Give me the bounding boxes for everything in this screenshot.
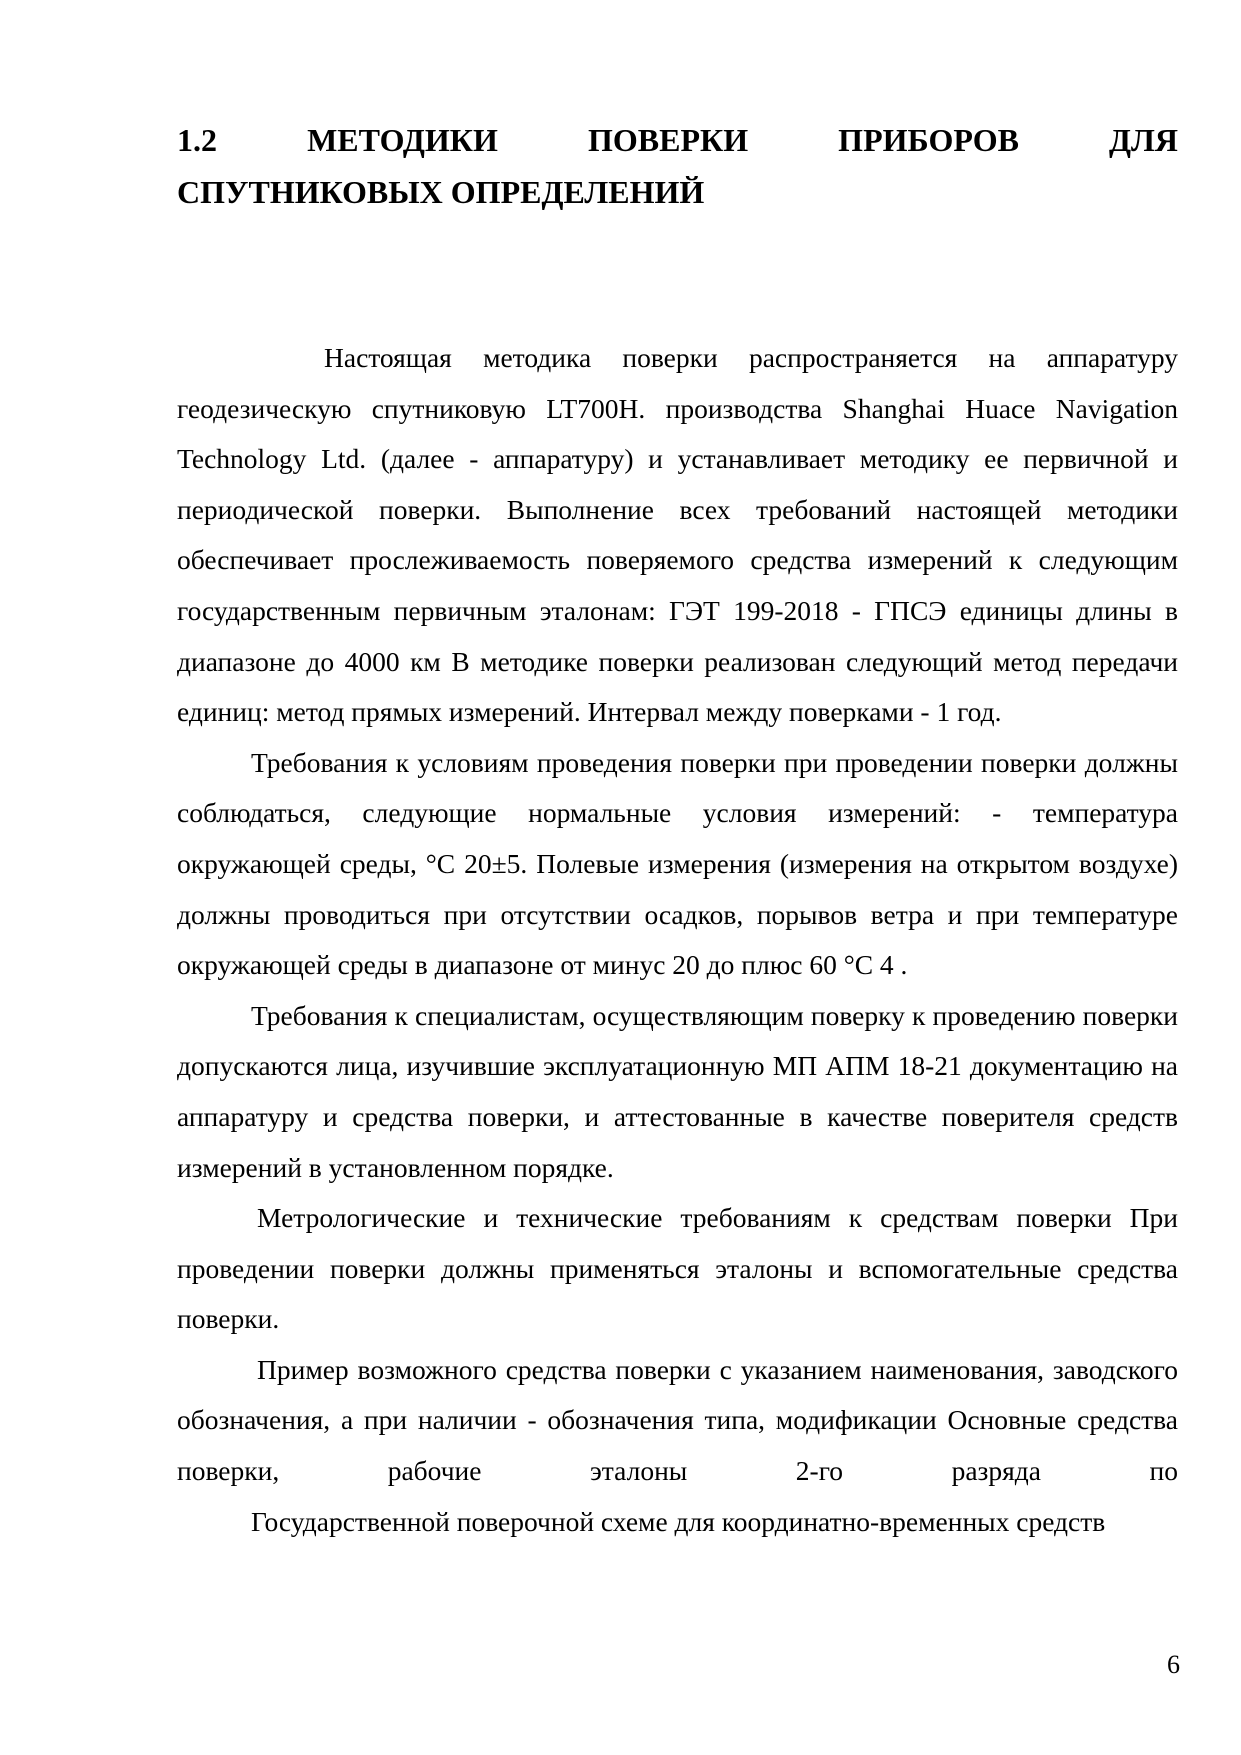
page-number: 6 — [1167, 1650, 1180, 1679]
paragraph-metrological-requirements: Метрологические и технические требованиям к средствам поверки При проведении поверки должны применяться эталоны и вспомогательные средства поверки. — [177, 1202, 1178, 1335]
paragraph-example-means: Пример возможного средства поверки с указанием наименования, заводского обозначения, а при наличии - обозначения типа, модификации Основные средства поверки, рабочие эталоны 2-го разряда по — [177, 1353, 1178, 1487]
paragraph-state-scheme: Государственной поверочной схеме для координатно-временных средств — [251, 1505, 1106, 1537]
paragraph-scope: Настоящая методика поверки распространяется на аппаратуру геодезическую спутниковую LT700H. производства Shanghai Huace Navigation Technology Ltd. (далее - аппаратуру) и устанавливает методику ее первичной и периодической поверки. Выполнение всех требований настоящей методики обеспечивает прослеживаемость поверяемого средства измерений к следующим государственным первичным эталонам: ГЭТ 199-2018 - ГПСЭ единицы длины в диапазоне до 4000 км В методике поверки реализован следующий метод передачи единиц: метод прямых измерений. Интервал между поверками - 1 год. — [177, 342, 1178, 728]
document-body — [177, 333, 1178, 1547]
section-heading-line-1: 1.2 МЕТОДИКИ ПОВЕРКИ ПРИБОРОВ ДЛЯ — [177, 122, 1178, 158]
paragraph-conditions: Требования к условиям проведения поверки при проведении поверки должны соблюдаться, следующие нормальные условия измерений: - температура окружающей среды, °С 20±5. Полевые измерения (измерения на открытом воздухе) должны проводиться при отсутствии осадков, порывов ветра и при температуре окружающей среды в диапазоне от минус 20 до плюс 60 °С 4 . — [177, 746, 1178, 981]
section-heading-line-2: СПУТНИКОВЫХ ОПРЕДЕЛЕНИЙ — [177, 174, 705, 210]
paragraph-specialists: Требования к специалистам, осуществляющим поверку к проведению поверки допускаются лица, изучившие эксплуатационную МП АПМ 18-21 документацию на аппаратуру и средства поверки, и аттестованные в качестве поверителя средств измерений в установленном порядке. — [177, 999, 1178, 1183]
section-heading — [177, 114, 1178, 218]
